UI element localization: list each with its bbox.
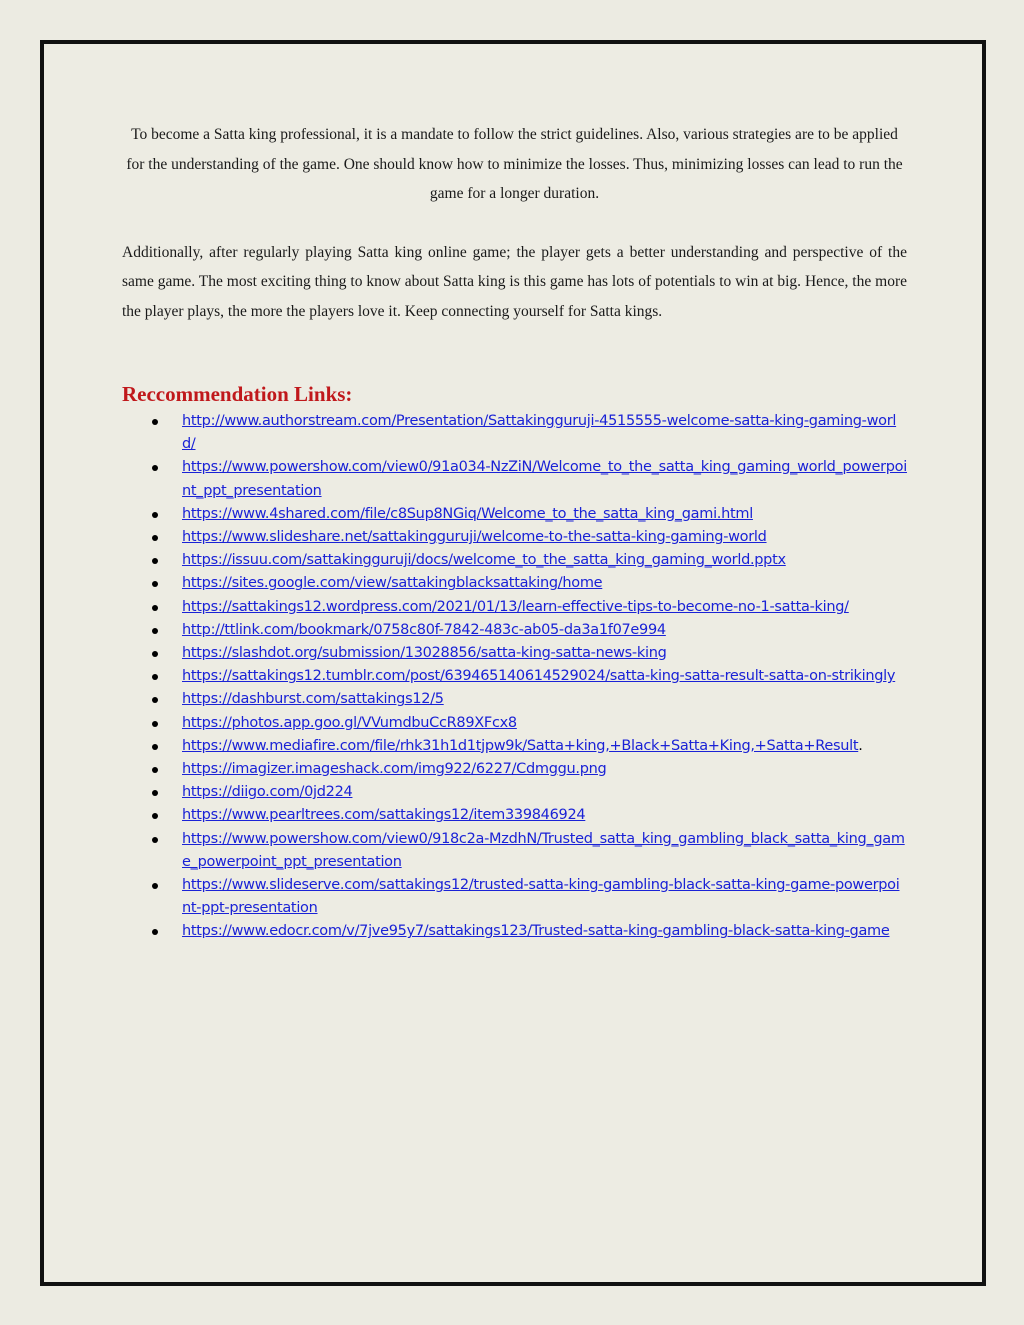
- list-item: [122, 920, 907, 943]
- additional-paragraph: Additionally, after regularly playing Satta king online game; the player gets a better understanding and perspective of the same game. The most exciting thing to know about Satta king is this game has lots of potentials to win at big. Hence, the more the player plays, the more the players love it. Keep connecting yourself for Satta kings.: [122, 243, 907, 320]
- bullet-icon: [152, 837, 158, 843]
- bullet-icon: [152, 790, 158, 796]
- list-item: [122, 642, 907, 665]
- list-item: [122, 735, 907, 758]
- bullet-icon: [152, 628, 158, 634]
- list-item: [122, 758, 907, 781]
- list-item: [122, 526, 907, 549]
- list-item: [122, 596, 907, 619]
- list-item: [122, 410, 907, 456]
- bullet-icon: [152, 744, 158, 750]
- list-item: [122, 874, 907, 920]
- bullet-icon: [152, 419, 158, 425]
- list-item: [122, 549, 907, 572]
- list-item: [122, 804, 907, 827]
- bullet-icon: [152, 465, 158, 471]
- list-item: [122, 619, 907, 642]
- link-pearltrees[interactable]: https://www.pearltrees.com/sattakings12/item339846924: [182, 807, 586, 824]
- link-dashburst[interactable]: https://dashburst.com/sattakings12/5: [182, 691, 444, 708]
- link-slashdot[interactable]: https://slashdot.org/submission/13028856/satta-king-satta-news-king: [182, 645, 667, 662]
- list-item: [122, 781, 907, 804]
- bullet-icon: [152, 674, 158, 680]
- link-google-sites[interactable]: https://sites.google.com/view/sattakingblacksattaking/home: [182, 575, 603, 592]
- bullet-icon: [152, 651, 158, 657]
- link-slideserve[interactable]: https://www.slideserve.com/sattakings12/trusted-satta-king-gambling-black-satta-king-game-powerpoint-ppt-presentation: [182, 877, 900, 917]
- link-slideshare-welcome[interactable]: https://www.slideshare.net/sattakingguruji/welcome-to-the-satta-king-gaming-world: [182, 529, 767, 546]
- bullet-icon: [152, 535, 158, 541]
- link-issuu[interactable]: https://issuu.com/sattakingguruji/docs/welcome_to_the_satta_king_gaming_world.pptx: [182, 552, 786, 569]
- link-powershow-welcome[interactable]: https://www.powershow.com/view0/91a034-NzZiN/Welcome_to_the_satta_king_gaming_world_powerpoint_ppt_presentation: [182, 459, 907, 499]
- list-item: [122, 712, 907, 735]
- list-item: [122, 456, 907, 502]
- link-authorstream[interactable]: http://www.authorstream.com/Presentation/Sattakingguruji-4515555-welcome-satta-king-gaming-world/: [182, 413, 897, 453]
- link-powershow-trusted[interactable]: https://www.powershow.com/view0/918c2a-MzdhN/Trusted_satta_king_gambling_black_satta_king_game_powerpoint_ppt_presentation: [182, 830, 905, 870]
- list-item: [122, 665, 907, 688]
- recommendation-link-list: [122, 410, 907, 944]
- link-imageshack[interactable]: https://imagizer.imageshack.com/img922/6227/Cdmggu.png: [182, 761, 607, 778]
- list-item: [122, 503, 907, 526]
- link-wordpress[interactable]: https://sattakings12.wordpress.com/2021/01/13/learn-effective-tips-to-become-no-1-satta-king/: [182, 598, 849, 615]
- bullet-icon: [152, 721, 158, 727]
- bullet-icon: [152, 813, 158, 819]
- bullet-icon: [152, 697, 158, 703]
- link-trailing-period: .: [858, 737, 863, 754]
- link-mediafire[interactable]: https://www.mediafire.com/file/rhk31h1d1tjpw9k/Satta+king,+Black+Satta+King,+Satta+Result: [182, 737, 859, 754]
- list-item: [122, 688, 907, 711]
- bullet-icon: [152, 767, 158, 773]
- page-frame: [40, 40, 986, 1286]
- list-item: [122, 572, 907, 595]
- link-tumblr[interactable]: https://sattakings12.tumblr.com/post/639465140614529024/satta-king-satta-result-satta-on-strikingly: [182, 668, 896, 685]
- intro-paragraph: To become a Satta king professional, it is a mandate to follow the strict guidelines. Also, various strategies are to be applied for the understanding of the game. One should know how to minimize the losses. Thus, minimizing losses can lead to run the game for a longer duration.: [126, 126, 903, 202]
- bullet-icon: [152, 605, 158, 611]
- link-edocr[interactable]: https://www.edocr.com/v/7jve95y7/sattakings123/Trusted-satta-king-gambling-black-satta-king-game: [182, 923, 890, 940]
- list-item: [122, 828, 907, 874]
- bullet-icon: [152, 883, 158, 889]
- recommendation-heading: Reccommendation Links:: [122, 382, 353, 406]
- link-google-photos[interactable]: https://photos.app.goo.gl/VVumdbuCcR89XFcx8: [182, 714, 517, 731]
- link-diigo[interactable]: https://diigo.com/0jd224: [182, 784, 353, 801]
- link-4shared[interactable]: https://www.4shared.com/file/c8Sup8NGiq/Welcome_to_the_satta_king_gami.html: [182, 505, 753, 522]
- link-ttlink[interactable]: http://ttlink.com/bookmark/0758c80f-7842-483c-ab05-da3a1f07e994: [182, 621, 666, 638]
- bullet-icon: [152, 558, 158, 564]
- bullet-icon: [152, 512, 158, 518]
- page-content: [122, 120, 907, 944]
- bullet-icon: [152, 929, 158, 935]
- bullet-icon: [152, 581, 158, 587]
